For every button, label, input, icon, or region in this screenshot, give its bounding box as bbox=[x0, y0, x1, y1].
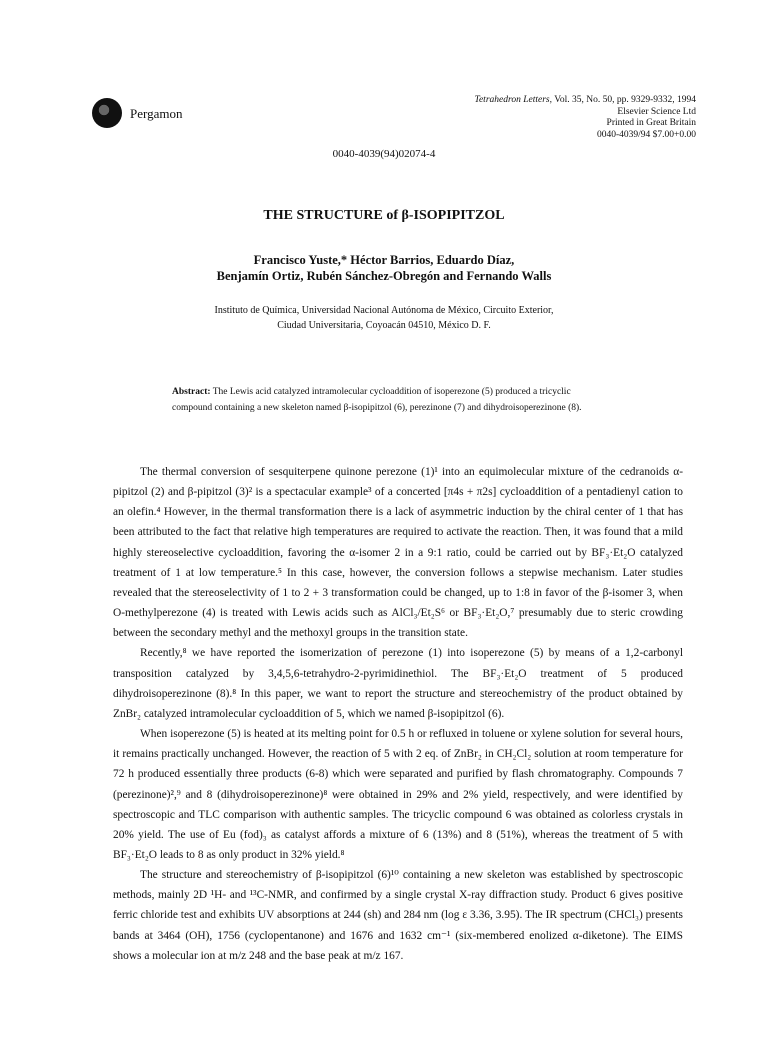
journal-name: Tetrahedron Letters, bbox=[474, 95, 552, 105]
citation-block bbox=[416, 95, 696, 141]
article-title: THE STRUCTURE of β-ISOPIPITZOL bbox=[263, 208, 505, 223]
paragraph: Recently,⁸ we have reported the isomerization of perezone (1) into isoperezone (5) by means of a 1,2-carbonyl transposition catalyzed by 3,4,5,6-tetrahydro-2-pyrimidinethiol. The BF₃·Et₂O treatment of 5 produced dihydroisoperezinone (8).⁸ In this paper, we want to report the structure and stereochemistry of the product obtained by ZnBr₂ catalyzed intramolecular cycloaddition of 5, which we named β-isopipitzol (6). bbox=[113, 647, 683, 720]
paragraph: When isoperezone (5) is heated at its melting point for 0.5 h or refluxed in toluene or xylene solution for several hours, it remains practically unchanged. However, the reaction of 5 with 2 eq. of ZnBr₂ in CH₂Cl₂ solution at room temperature for 72 h produced essentially three products (6-8) which were separated and purified by flash chromatography. Compounds 7 (perezinone)²,⁹ and 8 (dihydroisoperezinone)⁸ were obtained in 29% and 2% yield, respectively, and were identified by spectroscopic and TLC comparison with authentic samples. The tricyclic compound 6 was obtained as colorless crystals in 20% yield. The use of Eu (fod)₃ as catalyst affords a mixture of 6 (13%) and 8 (51%), whereas the treatment of 5 with BF₃·Et₂O leads to 8 as only product in 32% yield.⁸ bbox=[113, 728, 683, 861]
publisher-name: Pergamon bbox=[130, 106, 183, 121]
authors bbox=[0, 252, 768, 284]
abstract-label: Abstract: bbox=[172, 387, 211, 397]
affiliation bbox=[0, 303, 768, 333]
authors-line-1: Francisco Yuste,* Héctor Barrios, Eduardo Díaz, bbox=[253, 253, 515, 267]
body-text bbox=[113, 462, 683, 966]
affiliation-line-1: Instituto de Química, Universidad Nacional Autónoma de México, Circuito Exterior, bbox=[214, 305, 554, 316]
authors-line-2: Benjamín Ortiz, Rubén Sánchez-Obregón and Fernando Walls bbox=[216, 269, 552, 283]
journal-line bbox=[416, 95, 696, 107]
affiliation-line-2: Ciudad Universitaria, Coyoacán 04510, México D. F. bbox=[277, 320, 491, 331]
paragraph: The structure and stereochemistry of β-isopipitzol (6)¹⁰ containing a new skeleton was established by spectroscopic methods, mainly 2D ¹H- and ¹³C-NMR, and confirmed by a single crystal X-ray diffraction study. Product 6 gives positive ferric chloride test and exhibits UV absorptions at 244 (sh) and 284 nm (log ε 3.36, 3.95). The IR spectrum (CHCl₃) presents bands at 3464 (OH), 1756 (cyclopentanone) and 1676 and 1632 cm⁻¹ (six-membered enolized α-diketone). The EIMS shows a molecular ion at m/z 248 and the base peak at m/z 167. bbox=[113, 869, 683, 962]
issn-price: 0040-4039/94 $7.00+0.00 bbox=[596, 129, 696, 140]
publisher-line: Elsevier Science Ltd bbox=[617, 106, 696, 117]
printed-line: Printed in Great Britain bbox=[606, 118, 696, 128]
doi: 0040-4039(94)02074-4 bbox=[332, 148, 436, 160]
paragraph: The thermal conversion of sesquiterpene quinone perezone (1)¹ into an equimolecular mixture of the cedranoids α-pipitzol (2) and β-pipitzol (3)² is a spectacular example³ of a concerted [π4s + π2s] cycloaddition of a pentadienyl cation to an olefin.⁴ However, in the thermal transformation there is a lack of asymmetric induction by the chiral center of 1 that has been attributed to the fact that relative high temperatures are required to activate the reaction. Then, it was found that a mild highly stereoselective cycloaddition, favoring the α-isomer 2 in a 9:1 ratio, could be carried out by BF₃·Et₂O catalyzed treatment of 1 at low temperature.⁵ In this case, however, the conversion follows a stepwise mechanism. Later studies revealed that the stereoselectivity of 1 to 2 + 3 transformation could be changed, up to 1:8 in favor of the β-isomer 3, when O-methylperezone (4) is treated with Lewis acids such as AlCl₃/Et₂S⁶ or BF₃·Et₂O,⁷ presumably due to steric crowding between the secondary methyl and the methoxyl groups in the transition state. bbox=[113, 466, 683, 640]
volume-info: Vol. 35, No. 50, pp. 9329-9332, 1994 bbox=[554, 95, 696, 105]
abstract bbox=[172, 384, 612, 416]
pergamon-logo-icon bbox=[92, 98, 122, 128]
abstract-text: The Lewis acid catalyzed intramolecular cycloaddition of isoperezone (5) produced a tricyclic compound containing a new skeleton named β-isopipitzol (6), perezinone (7) and dihydroisoperezinone (8). bbox=[172, 387, 582, 413]
